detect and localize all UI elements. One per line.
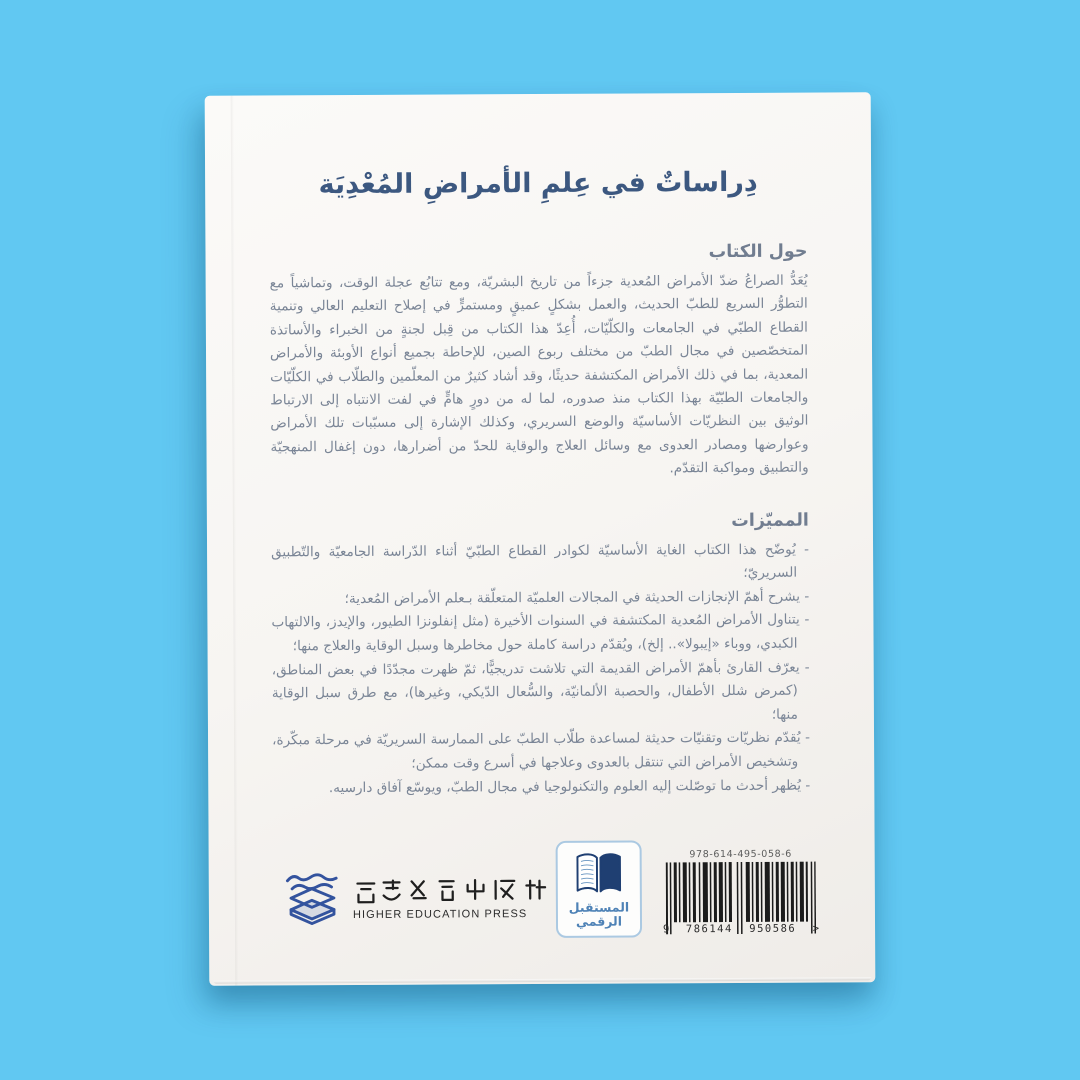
hep-english-name: HIGHER EDUCATION PRESS (352, 907, 528, 921)
about-heading: حول الكتاب (708, 241, 808, 263)
features-heading: المميّزات (731, 510, 809, 531)
higher-education-press-logo (283, 870, 549, 927)
open-book-icon (571, 851, 627, 897)
book-back-cover (205, 92, 876, 985)
ean-group-2: 950586 (749, 922, 797, 935)
feature-item: - يُظهر أحدث ما توصّلت إليه العلوم والتكنولوجيا في مجال الطبّ، ويوسّع آفاق دارسيه. (328, 777, 811, 796)
features-list (271, 538, 810, 800)
feature-item: - يُقدّم نظريّات وتقنيّات حديثة لمساعدة طلّاب الطبّ على الممارسة السريريّة في مرحلة مبكّرة، وتشخيص الأمراض التي تنتقل بالعدوى وعلاجها في أسرع وقت ممكن؛ (272, 729, 811, 772)
about-paragraph: يُعَدُّ الصراعُ ضدّ الأمراض المُعدية جزءاً من تاريخ البشريّة، ومع تتابُع عجلة الوقت، وتماشياً مع التطوُّر السريع للطبّ الحديث، والعمل بشكلٍ عميقٍ ومستمرٍّ في إصلاح التعليم العالي وتنمية القطاع الطبّي في الجامعات والكلّيّات، أُعِدّ هذا الكتاب من قِبل لجنةٍ من الخبراء والأساتذة المتخصّصين في مجال الطبّ من مختلف ربوع الصين، للإحاطة بجميع أنواع الأوبئة والأمراض المعدية، بما في ذلك الأمراض المكتشفة حديثًا، وقد أشاد كثيرٌ من المعلّمين والطلّاب في الكلّيّات والجامعات الطبّيّة بهذا الكتاب منذ صدوره، لما له من دورٍ هامٍّ في لفت الانتباه إلى الارتباط الوثيق بين النظريّات الأساسيّة والوضع السريري، وكذلك الإشارة إلى مسبّبات تلك الأمراض وعوارضها ومصادر العدوى مع وسائل العلاج والوقاية للحدّ من أضرارها، دون إغفال المنهجيّة والتطبيق ومواكبة التقدّم. (269, 272, 809, 477)
digital-future-logo (556, 840, 643, 937)
feature-item: - يُوضّح هذا الكتاب الغاية الأساسيّة لكوادر القطاع الطبّيّ أثناء الدّراسة الجامعيّة والتّطبيق السريريّ؛ (271, 541, 810, 582)
isbn-barcode (663, 849, 819, 936)
ean-suffix: > (812, 922, 820, 935)
digital-future-line1: المستقبل (568, 899, 630, 915)
ean-group-1: 786144 (685, 922, 733, 936)
footer-logos (208, 822, 875, 985)
digital-future-wordmark (569, 901, 630, 929)
isbn-number: 978-614-495-058-6 (689, 848, 792, 861)
feature-item: - يشرح أهمّ الإنجازات الحديثة في المجالات العلميّة المتعلّقة بـعلم الأمراض المُعدية؛ (344, 588, 810, 607)
hep-chinese-calligraphy (353, 876, 549, 905)
hep-wordmark (353, 876, 549, 920)
feature-item: - يعرّف القارئ بأهمّ الأمراض القديمة التي تلاشت تدريجيًّا، ثمّ ظهرت مجدّدًا في بعض المناطق، (كمرض شلل الأطفال، والحصبة الألمانيّة، والسُّعال الدّيكي، وغيرها)، مع طرق سبل الوقاية منها؛ (271, 659, 810, 723)
ean-first-digit: 9 (663, 923, 670, 936)
digital-future-line2: الرقمي (575, 913, 623, 929)
book-title: دِراساتٌ في عِلمِ الأمراضِ المُعْدِيَة (318, 166, 758, 201)
hep-stacked-books-icon (283, 871, 341, 927)
feature-item: - يتناول الأمراض المُعدية المكتشفة في السنوات الأخيرة (مثل إنفلونزا الطيور، والإيدز، والالتهاب الكبدي، ووباء «إيبولا».. إلخ)، ويُقدّم دراسة كاملة حول مخاطرها وسبل الوقاية والعلاج منها؛ (271, 612, 810, 655)
